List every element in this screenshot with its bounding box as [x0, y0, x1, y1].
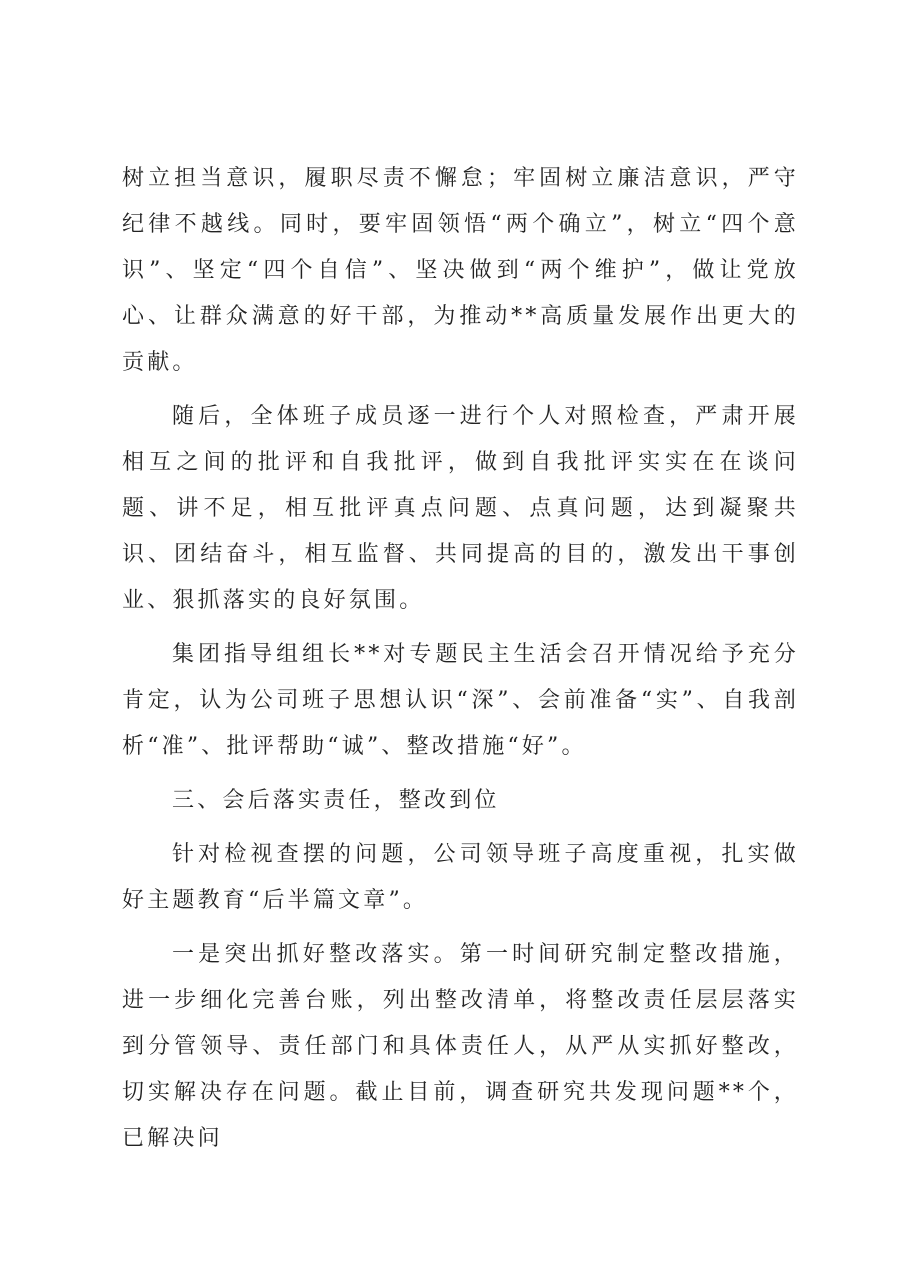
paragraph-criticism: 随后，全体班子成员逐一进行个人对照检查，严肃开展相互之间的批评和自我批评，做到自我批评实实在在谈问题、讲不足，相互批评真点问题、点真问题，达到凝聚共识、团结奋斗，相互监督、共同提高的目的，激发出干事创业、狠抓落实的良好氛围。: [122, 404, 799, 613]
document-body: [122, 156, 799, 1162]
paragraph-rectification-first: 一是突出抓好整改落实。第一时间研究制定整改措施，进一步细化完善台账，列出整改清单，将整改责任层层落实到分管领导、责任部门和具体责任人，从严从实抓好整改，切实解决存在问题。截止目前，调查研究共发现问题**个，已解决问: [122, 942, 799, 1151]
paragraph-continuation: 树立担当意识，履职尽责不懈怠；牢固树立廉洁意识，严守纪律不越线。同时，要牢固领悟“两个确立”，树立“四个意识”、坚定“四个自信”、坚决做到“两个维护”，做让党放心、让群众满意的好干部，为推动**高质量发展作出更大的贡献。: [122, 166, 799, 375]
paragraph-rectification-intro: 针对检视查摆的问题，公司领导班子高度重视，扎实做好主题教育“后半篇文章”。: [122, 842, 799, 913]
paragraph-guidance-group: 集团指导组组长**对专题民主生活会召开情况给予充分肯定，认为公司班子思想认识“深”、会前准备“实”、自我剖析“准”、批评帮助“诚”、整改措施“好”。: [122, 642, 799, 759]
section-heading: 三、会后落实责任，整改到位: [172, 788, 500, 813]
